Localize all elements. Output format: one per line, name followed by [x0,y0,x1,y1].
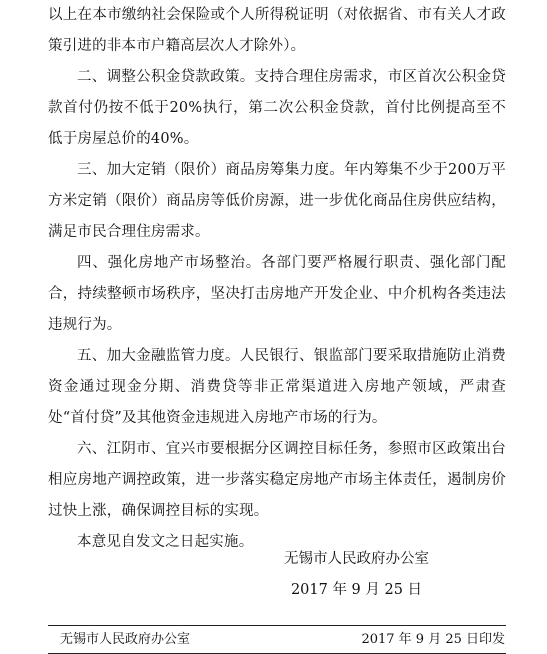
paragraph-effective-date: 本意见自发文之日起实施。 [77,534,254,550]
paragraph-financial-supervision: 五、加大金融监管力度。人民银行、银监部门要采取措施防止消费资金通过现金分期、消费贷等非正常渠道进入房地产领域，严肃查处“首付贷”及其他资金违规进入房地产市场的行为。 [48,348,506,426]
paragraph-market-rectification: 四、强化房地产市场整治。各部门要严格履行职责、强化部门配合，持续整顿市场秩序，坚决打击房地产开发企业、中介机构各类违法违规行为。 [48,255,506,333]
paragraph-provident-fund: 二、调整公积金贷款政策。支持合理住房需求，市区首次公积金贷款首付仍按不低于20%执行，第二次公积金贷款，首付比例提高至不低于房屋总价的40%。 [48,69,506,147]
signature-block [284,544,429,606]
signature-date: 2017 年 9 月 25 日 [290,582,423,598]
signature-issuer: 无锡市人民政府办公室 [284,551,429,567]
footer-issuer: 无锡市人民政府办公室 [60,632,191,647]
footer [60,631,505,649]
paragraph-continuation: 以上在本市缴纳社会保险或个人所得税证明（对依据省、市有关人才政策引进的非本市户籍高层次人才除外）。 [48,7,506,54]
footer-date: 2017 年 9 月 25 日印发 [361,632,505,647]
footer-top-rule [48,625,506,626]
paragraph-price-limited-housing: 三、加大定销（限价）商品房筹集力度。年内筹集不少于200万平方米定销（限价）商品房等低价房源，进一步优化商品住房供应结构，满足市民合理住房需求。 [48,162,506,240]
paragraph-jiangyin-yixing: 六、江阴市、宜兴市要根据分区调控目标任务，参照市区政策出台相应房地产调控政策，进一步落实稳定房地产市场主体责任，遏制房价过快上涨，确保调控目标的实现。 [48,441,506,519]
document-body [48,0,506,558]
